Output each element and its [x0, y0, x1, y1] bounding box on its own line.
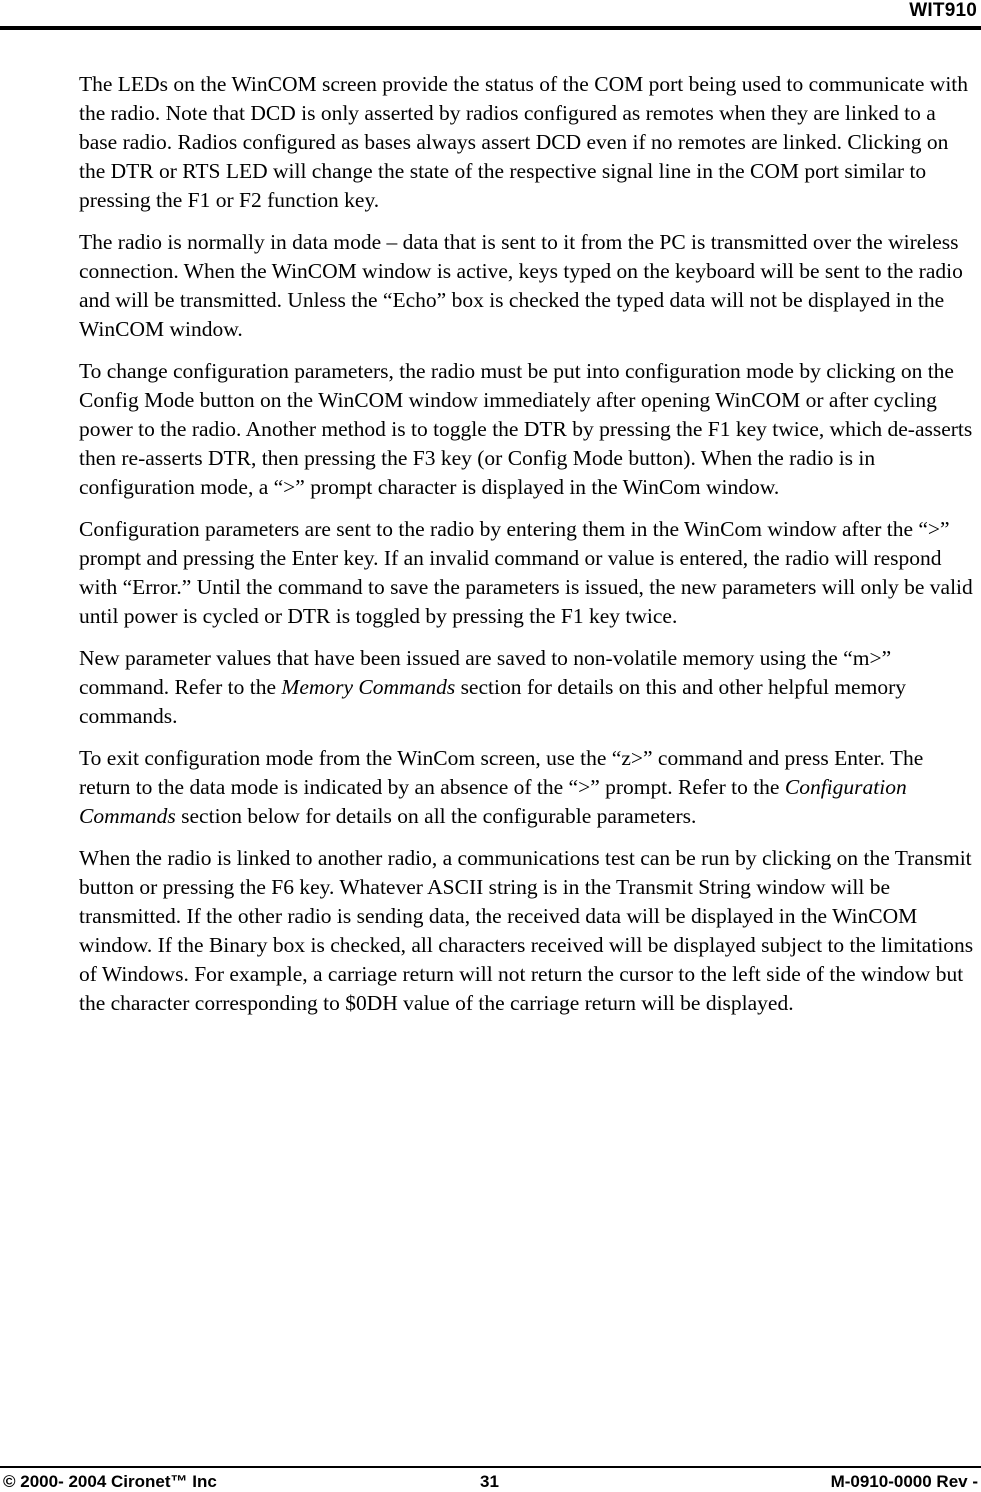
- footer-copyright: © 2000- 2004 Cironet™ Inc: [3, 1472, 217, 1491]
- document-body: [79, 70, 979, 1031]
- header-divider: [0, 26, 981, 30]
- section-reference-configuration-commands: Configuration Commands: [79, 775, 907, 828]
- paragraph-config-mode: To change configuration parameters, the radio must be put into configuration mode by clicking on the Config Mode button on the WinCOM window immediately after opening WinCOM or after cycling power to the radio. Another method is to toggle the DTR by pressing the F1 key twice, which de-asserts then re-asserts DTR, then pressing the F3 key (or Config Mode button). When the radio is in configuration mode, a “>” prompt character is displayed in the WinCom window.: [79, 359, 973, 499]
- paragraph-led-status: The LEDs on the WinCOM screen provide the status of the COM port being used to communicate with the radio. Note that DCD is only asserted by radios configured as remotes when they are linked to a base radio. Radios configured as bases always assert DCD even if no remotes are linked. Clicking on the DTR or RTS LED will change the state of the respective signal line in the COM port similar to pressing the F1 or F2 function key.: [79, 72, 969, 212]
- paragraph-memory-commands: [79, 644, 979, 731]
- section-reference-memory-commands: Memory Commands: [281, 675, 456, 699]
- paragraph-data-mode: The radio is normally in data mode – data that is sent to it from the PC is transmitted over the wireless connection. When the WinCOM window is active, keys typed on the keyboard will be sent to the radio and will be transmitted. Unless the “Echo” box is checked the typed data will not be displayed in the WinCOM window.: [79, 230, 963, 341]
- paragraph-text: section for details on this and other helpful memory commands.: [79, 675, 906, 728]
- footer-page-number: 31: [480, 1472, 499, 1491]
- paragraph-text: To exit configuration mode from the WinCom screen, use the “z>” command and press Enter. The return to the data mode is indicated by an absence of the “>” prompt. Refer to the: [79, 746, 924, 799]
- paragraph-text: New parameter values that have been issued are saved to non-volatile memory using the “m>” command. Refer to the: [79, 646, 892, 699]
- paragraph-config-parameters: Configuration parameters are sent to the radio by entering them in the WinCom window after the “>” prompt and pressing the Enter key. If an invalid command or value is entered, the radio will respond with “Error.” Until the command to save the parameters is issued, the new parameters will only be valid until power is cycled or DTR is toggled by pressing the F1 key twice.: [79, 517, 973, 628]
- footer-document-id: M-0910-0000 Rev -: [830, 1472, 978, 1491]
- paragraph-exit-config: [79, 744, 979, 831]
- page-footer: [3, 1472, 978, 1492]
- page-header-title: WIT910: [909, 0, 977, 21]
- footer-divider: [0, 1466, 981, 1468]
- paragraph-communications-test: When the radio is linked to another radio, a communications test can be run by clicking on the Transmit button or pressing the F6 key. Whatever ASCII string is in the Transmit String window will be transmitted. If the other radio is sending data, the received data will be displayed in the WinCOM window. If the Binary box is checked, all characters received will be displayed subject to the limitations of Windows. For example, a carriage return will not return the cursor to the left side of the window but the character corresponding to $0DH value of the carriage return will be displayed.: [79, 846, 974, 1015]
- paragraph-text: section below for details on all the configurable parameters.: [175, 804, 697, 828]
